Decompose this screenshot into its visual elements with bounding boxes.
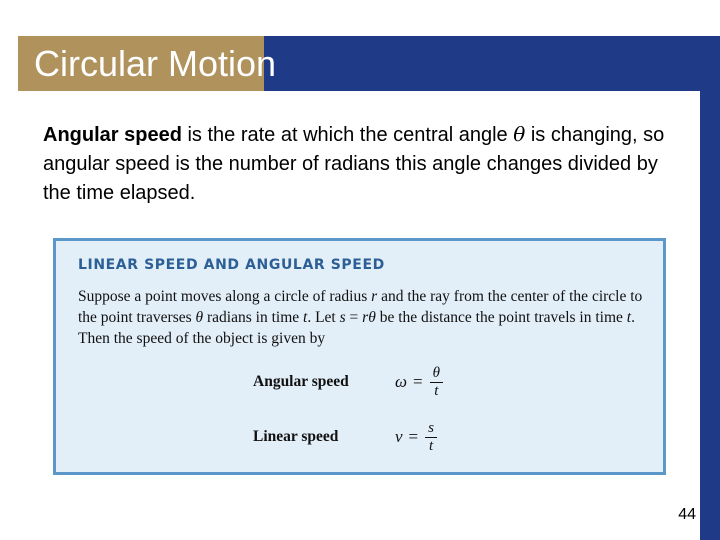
- theta-symbol: θ: [513, 122, 526, 146]
- formula-variable: v: [395, 427, 403, 446]
- linear-speed-label: Linear speed: [253, 428, 339, 445]
- body-text: . Then the speed of the object is given by: [78, 309, 635, 347]
- body-var-t: t: [626, 309, 632, 326]
- formula-equals: =: [408, 427, 419, 446]
- fraction-denominator: t: [428, 437, 434, 454]
- body-text: =: [345, 309, 363, 326]
- body-text: Suppose a point moves along a circle of radius: [78, 288, 372, 305]
- fraction-numerator: s: [425, 420, 437, 438]
- angular-speed-formula: [395, 362, 443, 402]
- title-bar: [18, 36, 720, 91]
- body-var-t: t: [303, 309, 308, 326]
- linear-speed-formula-row: [56, 417, 663, 457]
- angular-speed-formula-row: [56, 362, 663, 402]
- body-var-r: r: [371, 288, 378, 305]
- intro-paragraph: [43, 120, 683, 208]
- fraction-denominator: t: [434, 382, 439, 399]
- body-text: . Let: [307, 309, 340, 326]
- definition-body: [78, 286, 648, 349]
- page-number: 44: [678, 506, 696, 523]
- intro-text-1: is the rate at which the central angle: [181, 124, 514, 146]
- body-text: be the distance the point travels in time: [375, 309, 627, 326]
- body-text: and the ray from the center of the circle to the point traverses: [78, 288, 643, 326]
- intro-text-2: is changing, so angular speed is the number of radians this angle changes divided by the time elapsed.: [43, 124, 665, 204]
- body-var-s: s: [339, 309, 346, 326]
- right-edge-stripe: [700, 91, 720, 540]
- intro-term: Angular speed: [43, 124, 182, 146]
- formula-fraction: [425, 420, 437, 455]
- formula-fraction: [430, 365, 443, 400]
- formula-variable: ω: [395, 372, 408, 391]
- slide-title: Circular Motion: [34, 43, 277, 84]
- body-var-rtheta: rθ: [362, 309, 376, 326]
- angular-speed-label: Angular speed: [253, 373, 349, 390]
- fraction-numerator: θ: [430, 365, 443, 383]
- body-text: radians in time: [203, 309, 304, 326]
- definition-heading: LINEAR SPEED AND ANGULAR SPEED: [78, 257, 385, 273]
- linear-speed-formula: [395, 417, 437, 457]
- body-var-theta: θ: [195, 309, 204, 326]
- formula-equals: =: [413, 372, 423, 391]
- definition-box: [53, 238, 666, 475]
